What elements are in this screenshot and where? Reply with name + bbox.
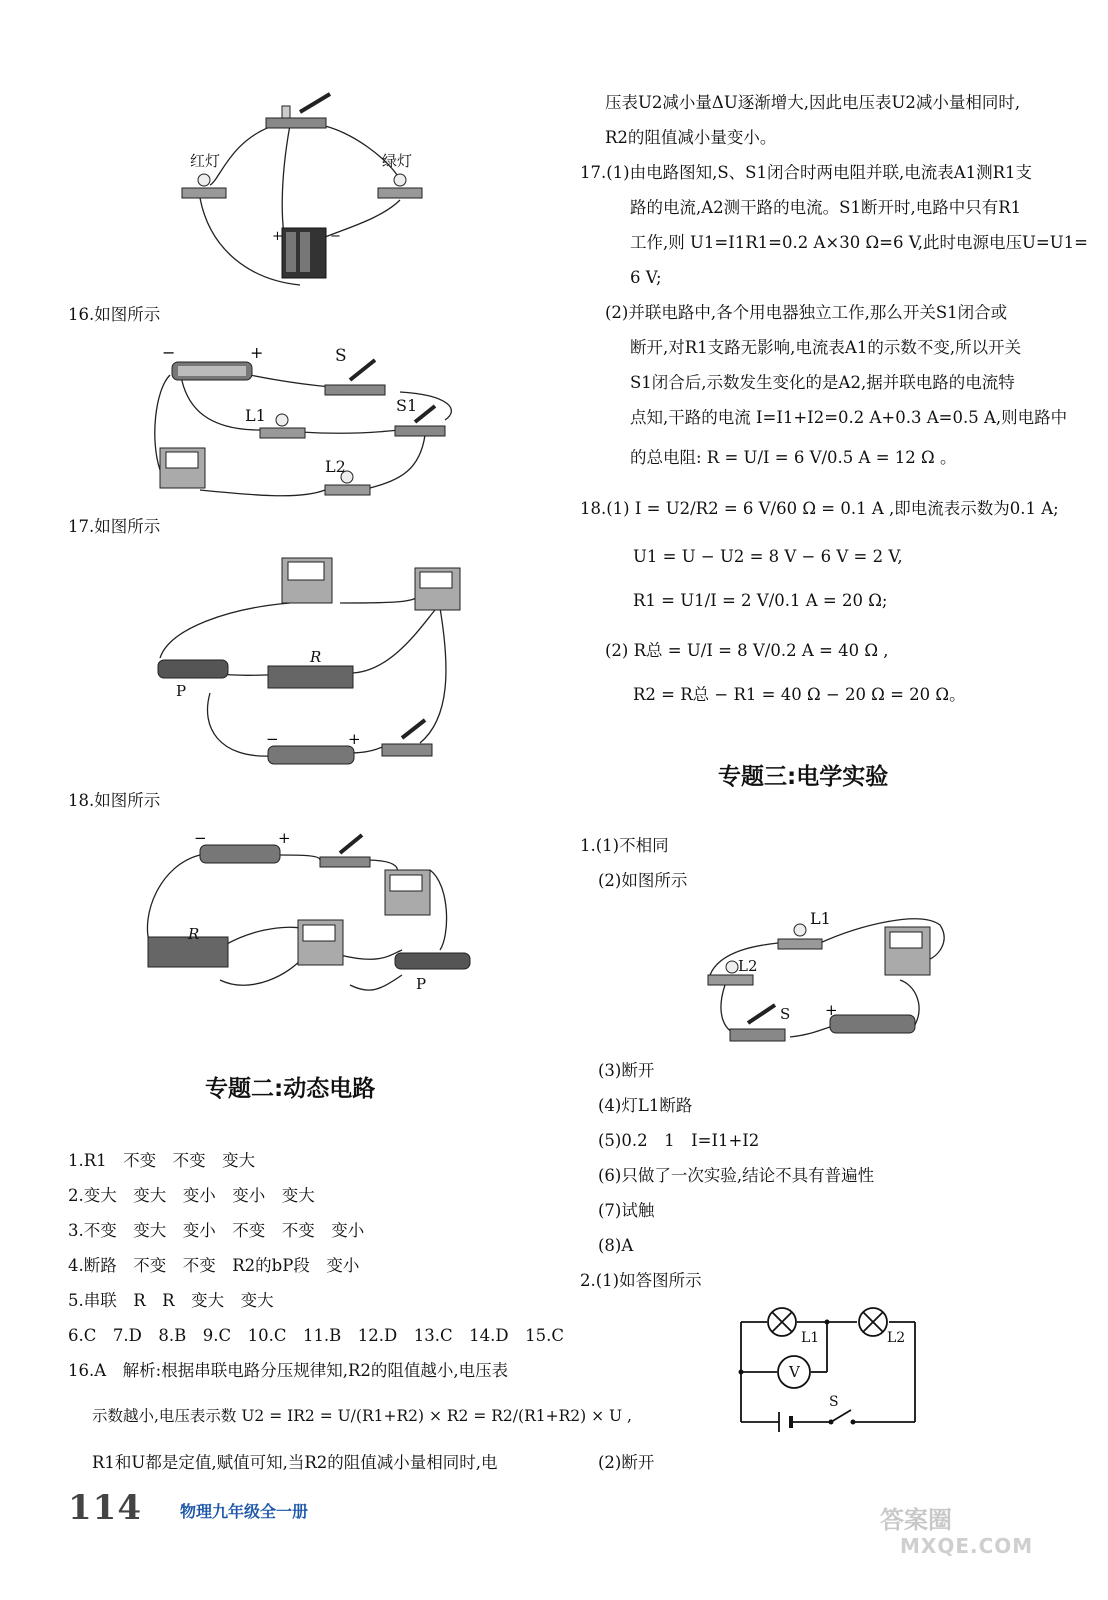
exp1-line-1: 1.(1)不相同 [580,836,669,855]
right-line-5: 工作,则 U1=I1R1=0.2 A×30 Ω=6 V,此时电源电压U=U1= [630,233,1088,252]
fig17-r-label: R [310,648,322,666]
exp1-line-2: (2)如图所示 [598,871,688,890]
q18-caption: 18.如图所示 [68,791,161,810]
right-line-4: 路的电流,A2测干路的电流。S1断开时,电路中只有R1 [630,198,1022,217]
fig16-l2-label: L2 [325,457,346,476]
section3-title: 专题三:电学实验 [718,764,889,790]
figure-15-circuit [170,80,440,295]
right-line-11: 的总电阻: R = U/I = 6 V/0.5 A = 12 Ω 。 [630,448,957,467]
fig16-l1-label: L1 [245,406,266,425]
exp1-line-8: (8)A [598,1236,634,1255]
right-line-12: 18.(1) I = U2/R2 = 6 V/60 Ω = 0.1 A ,即电流表示数为0.1 A; [580,499,1059,518]
answer-line-6: 6.C 7.D 8.B 9.C 10.C 11.B 12.D 13.C 14.D 15.C [68,1326,564,1345]
answer-line-7: 16.A 解析:根据串联电路分压规律知,R2的阻值越小,电压表 [68,1361,509,1380]
exp1-line-5: (5)0.2 1 I=I1+I2 [598,1131,760,1150]
answer-line-9: R1和U都是定值,赋值可知,当R2的阻值减小量相同时,电 [92,1453,498,1472]
svg-text:−: − [266,730,279,748]
right-line-15: (2) R总 = U/I = 8 V/0.2 A = 40 Ω , [605,641,889,660]
q16-caption: 16.如图所示 [68,305,161,324]
exp1-l2-label: L2 [738,957,758,975]
right-line-6: 6 V; [630,268,662,287]
svg-text:−: − [330,229,341,244]
right-line-2: R2的阻值减小量变小。 [605,128,777,147]
svg-text:+: + [825,1001,838,1019]
right-line-16: R2 = R总 − R1 = 40 Ω − 20 Ω = 20 Ω。 [633,685,966,704]
right-line-9: S1闭合后,示数发生变化的是A2,据并联电路的电流特 [630,373,1015,392]
answer-line-8: 示数越小,电压表示数 U2 = IR2 = U/(R1+R2) × R2 = R2/(R1+R2) × U , [92,1407,632,1425]
exp1-s-label: S [780,1005,791,1023]
exp1-line-4: (4)灯L1断路 [598,1096,693,1115]
exp1-line-3: (3)断开 [598,1061,655,1080]
fig17-p-label: P [176,682,187,700]
exp1-l1-label: L1 [810,909,831,928]
right-line-10: 点知,干路的电流 I=I1+I2=0.2 A+0.3 A=0.5 A,则电路中 [630,408,1068,427]
exp1-line-7: (7)试触 [598,1201,655,1220]
exp2-line-2: (2)断开 [598,1453,655,1472]
figure-18-circuit [140,825,480,1015]
svg-text:+: + [272,229,283,244]
answer-line-4: 4.断路 不变 不变 R2的bP段 变小 [68,1256,360,1275]
figure-16-circuit [150,340,460,505]
experiment1-circuit [700,905,950,1050]
right-line-7: (2)并联电路中,各个用电器独立工作,那么开关S1闭合或 [605,303,1008,322]
answer-line-5: 5.串联 R R 变大 变大 [68,1291,274,1310]
watermark-url: MXQE.COM [900,1534,1034,1558]
right-line-8: 断开,对R1支路无影响,电流表A1的示数不变,所以开关 [630,338,1022,357]
book-title: 物理九年级全一册 [180,1502,309,1521]
experiment2-schematic [735,1300,925,1435]
fig16-s-label: S [335,346,347,366]
exp2-l2-label: L2 [887,1330,906,1346]
answer-line-3: 3.不变 变大 变小 不变 不变 变小 [68,1221,365,1240]
right-line-3: 17.(1)由电路图知,S、S1闭合时两电阻并联,电流表A1测R1支 [580,163,1033,182]
fig16-s1-label: S1 [396,396,418,415]
page-number: 114 [68,1488,142,1528]
red-light-label: 红灯 [190,152,221,170]
right-line-14: R1 = U1/I = 2 V/0.1 A = 20 Ω; [633,591,888,610]
watermark-logo: 答案圈 [880,1506,952,1534]
svg-text:+: + [278,829,291,847]
right-line-1: 压表U2减小量ΔU逐渐增大,因此电压表U2减小量相同时, [605,93,1021,112]
exp2-l1-label: L1 [801,1330,820,1346]
svg-text:+: + [348,730,361,748]
figure-17-circuit [150,548,470,776]
section2-title: 专题二:动态电路 [205,1076,376,1102]
exp2-v-label: V [789,1363,800,1381]
svg-text:−: − [162,343,176,362]
q17-caption: 17.如图所示 [68,517,161,536]
exp2-line-1: 2.(1)如答图所示 [580,1271,702,1290]
green-light-label: 绿灯 [382,152,413,170]
fig18-p-label: P [416,975,427,993]
svg-text:−: − [194,829,207,847]
svg-text:+: + [250,343,264,362]
answer-line-2: 2.变大 变大 变小 变小 变大 [68,1186,315,1205]
right-line-13: U1 = U − U2 = 8 V − 6 V = 2 V, [633,547,903,566]
exp2-s-label: S [829,1394,839,1410]
answer-line-1: 1.R1 不变 不变 变大 [68,1151,256,1170]
fig18-r-label: R [188,925,200,943]
exp1-line-6: (6)只做了一次实验,结论不具有普遍性 [598,1166,875,1185]
